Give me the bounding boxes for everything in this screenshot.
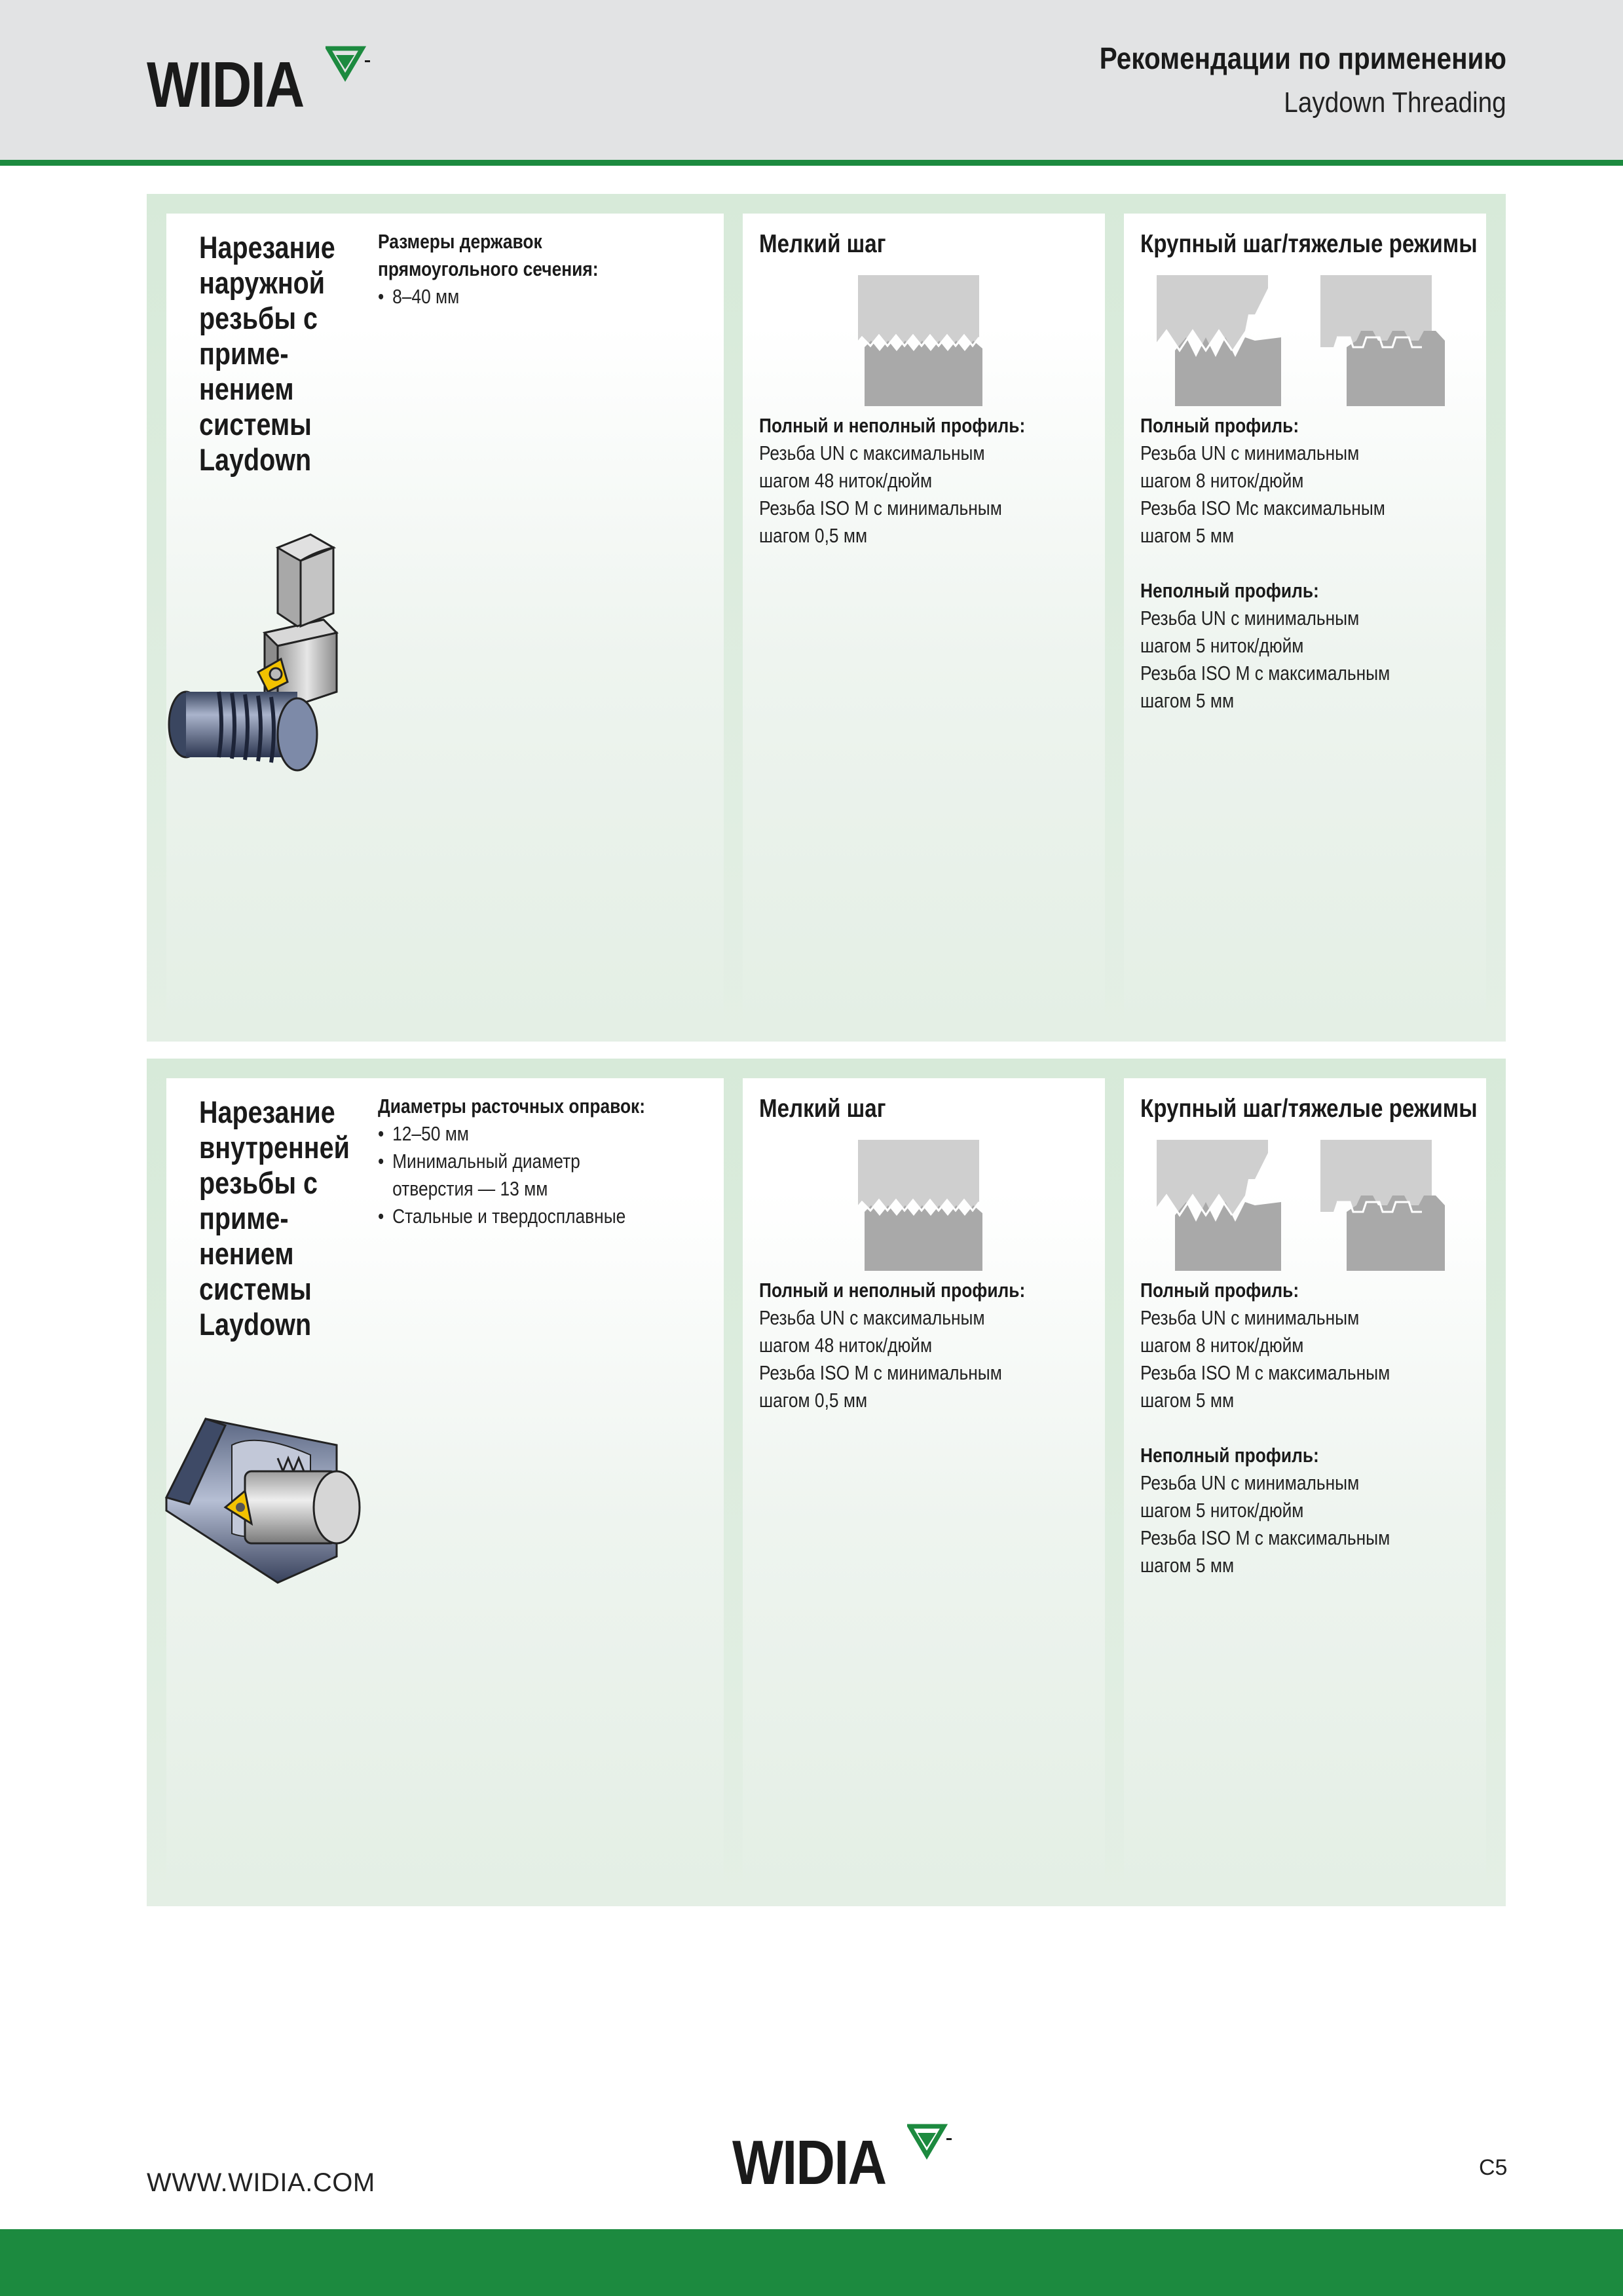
coarse-pitch-details <box>1140 1277 1474 1579</box>
full-profile-line: Резьба UN с минимальным <box>1140 1306 1360 1329</box>
fine-line: шагом 48 ниток/дюйм <box>759 469 933 492</box>
fine-pitch-content <box>759 1093 1093 1125</box>
fine-pitch-details <box>759 1277 1093 1414</box>
partial-profile-line: Резьба UN с минимальным <box>1140 607 1360 630</box>
widia-triangle-icon <box>907 2122 953 2168</box>
section-title-card <box>166 1078 362 1887</box>
full-profile-line: Резьба UN с минимальным <box>1140 442 1360 464</box>
full-profile-line: шагом 5 мм <box>1140 524 1235 547</box>
fine-thread-profile-icon <box>858 275 989 406</box>
section-title <box>199 230 342 478</box>
title-line: нением <box>199 1236 294 1271</box>
partial-profile-line: Резьба ISO M с максимальным <box>1140 1526 1390 1549</box>
full-profile-thread-icon <box>1157 1140 1288 1271</box>
section-title-card <box>166 214 362 1023</box>
title-line: системы <box>199 1271 312 1306</box>
footer-widia-logo <box>732 2122 953 2198</box>
section-external-threading <box>147 194 1506 1042</box>
partial-profile-thread-icon <box>1320 1140 1451 1271</box>
fine-line: Резьба ISO M с минимальным <box>759 1361 1002 1384</box>
full-profile-heading: Полный профиль: <box>1140 1279 1299 1302</box>
title-line: приме- <box>199 336 289 371</box>
external-threading-tool-illustration <box>160 521 369 803</box>
specs-card <box>362 1078 724 1887</box>
partial-profile-line: шагом 5 ниток/дюйм <box>1140 634 1304 657</box>
page-subtitle: Laydown Threading <box>1284 86 1506 119</box>
partial-profile-heading: Неполный профиль: <box>1140 579 1319 602</box>
page-number: C5 <box>1479 2155 1508 2180</box>
specs-heading: Диаметры расточных оправок: <box>378 1095 646 1118</box>
website-link[interactable]: WWW.WIDIA.COM <box>147 2168 375 2197</box>
full-profile-line: шагом 8 ниток/дюйм <box>1140 469 1304 492</box>
specs-bullet: • Стальные и твердосплавные <box>378 1203 712 1230</box>
fine-line: Резьба UN с максимальным <box>759 1306 985 1329</box>
fine-pitch-heading: Мелкий шаг <box>759 1095 886 1123</box>
fine-line: Резьба ISO M с минимальным <box>759 497 1002 519</box>
partial-profile-heading: Неполный профиль: <box>1140 1444 1319 1467</box>
fine-profile-heading: Полный и неполный профиль: <box>759 1279 1026 1302</box>
partial-profile-line: Резьба ISO M с максимальным <box>1140 662 1390 685</box>
coarse-pitch-content <box>1140 1093 1478 1125</box>
specs-bullet: • 12–50 мм <box>378 1120 712 1148</box>
specs-content <box>378 228 712 311</box>
fine-line: шагом 48 ниток/дюйм <box>759 1334 933 1357</box>
title-line: внутренней <box>199 1130 350 1165</box>
partial-profile-line: шагом 5 ниток/дюйм <box>1140 1499 1304 1522</box>
fine-line: шагом 0,5 мм <box>759 524 868 547</box>
internal-threading-tool-illustration <box>160 1393 369 1589</box>
coarse-pitch-heading: Крупный шаг/тяжелые режимы <box>1140 230 1478 258</box>
logo-wordmark: WIDIA <box>147 48 304 121</box>
title-line: системы <box>199 407 312 442</box>
partial-profile-line: шагом 5 мм <box>1140 689 1235 712</box>
coarse-pitch-card <box>1124 214 1486 1023</box>
specs-heading: Размеры державок прямоугольного сечения: <box>378 230 599 280</box>
fine-line: шагом 0,5 мм <box>759 1389 868 1412</box>
footer-bar <box>0 2229 1623 2296</box>
partial-profile-thread-icon <box>1320 275 1451 406</box>
coarse-pitch-details <box>1140 412 1474 715</box>
partial-profile-line: Резьба UN с минимальным <box>1140 1471 1360 1494</box>
specs-bullet: • 8–40 мм <box>378 283 712 311</box>
full-profile-line: шагом 8 ниток/дюйм <box>1140 1334 1304 1357</box>
footer-logo-wordmark: WIDIA <box>732 2128 886 2198</box>
title-line: Нарезание <box>199 230 335 265</box>
full-profile-heading: Полный профиль: <box>1140 414 1299 437</box>
coarse-pitch-card <box>1124 1078 1486 1887</box>
header-divider <box>0 160 1623 166</box>
fine-profile-heading: Полный и неполный профиль: <box>759 414 1026 437</box>
fine-pitch-content <box>759 228 1093 261</box>
fine-thread-profile-icon <box>858 1140 989 1271</box>
title-line: наружной <box>199 265 326 300</box>
title-line: нением <box>199 371 294 406</box>
full-profile-line: Резьба ISO M с максимальным <box>1140 1361 1390 1384</box>
fine-pitch-card <box>743 1078 1105 1887</box>
fine-pitch-card <box>743 214 1105 1023</box>
specs-content <box>378 1093 712 1230</box>
full-profile-thread-icon <box>1157 275 1288 406</box>
specs-bullet: • Минимальный диаметр отверстия — 13 мм <box>378 1148 582 1203</box>
title-line: резьбы с <box>199 1165 318 1200</box>
section-title <box>199 1095 350 1342</box>
specs-card <box>362 214 724 1023</box>
full-profile-line: шагом 5 мм <box>1140 1389 1235 1412</box>
page-title: Рекомендации по применению <box>1099 41 1506 75</box>
title-line: Laydown <box>199 1307 312 1342</box>
title-line: резьбы с <box>199 301 318 335</box>
title-line: Нарезание <box>199 1095 335 1129</box>
widia-triangle-icon <box>326 45 371 90</box>
title-line: Laydown <box>199 442 312 477</box>
section-internal-threading <box>147 1059 1506 1906</box>
fine-pitch-details <box>759 412 1093 550</box>
fine-line: Резьба UN с максимальным <box>759 442 985 464</box>
partial-profile-line: шагом 5 мм <box>1140 1554 1235 1577</box>
title-line: приме- <box>199 1201 289 1235</box>
fine-pitch-heading: Мелкий шаг <box>759 230 886 258</box>
widia-logo <box>147 45 371 121</box>
coarse-pitch-heading: Крупный шаг/тяжелые режимы <box>1140 1095 1478 1123</box>
coarse-pitch-content <box>1140 228 1478 261</box>
full-profile-line: Резьба ISO Mс максимальным <box>1140 497 1385 519</box>
